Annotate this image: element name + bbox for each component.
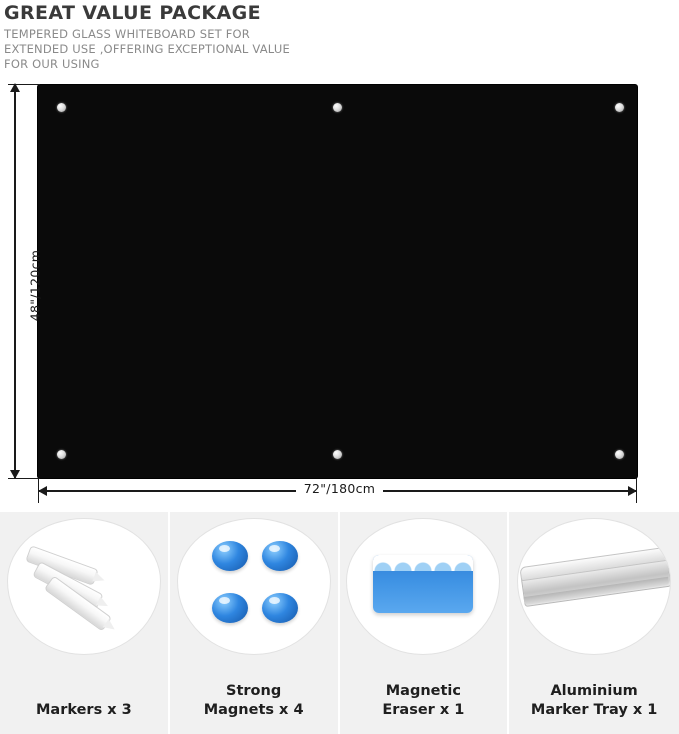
arrow-down-icon xyxy=(10,470,20,479)
magnet-icon xyxy=(262,593,298,623)
feature-label-line2: Eraser x 1 xyxy=(382,702,465,718)
magnets-illustration xyxy=(177,518,331,655)
eraser-illustration xyxy=(346,518,500,655)
page-title: GREAT VALUE PACKAGE xyxy=(4,2,262,24)
feature-label xyxy=(0,701,168,720)
feature-label-line2: Marker Tray x 1 xyxy=(530,702,658,718)
screw-icon xyxy=(333,103,342,112)
feature-cell-markers xyxy=(0,512,170,734)
magnet-icon xyxy=(212,541,248,571)
feature-label xyxy=(170,682,338,720)
feature-label xyxy=(340,682,508,720)
feature-cell-magnets xyxy=(170,512,340,734)
screw-icon xyxy=(57,103,66,112)
glass-board xyxy=(38,85,637,478)
tray-illustration xyxy=(517,518,671,655)
product-subtitle: TEMPERED GLASS WHITEBOARD SET FOR EXTENDED USE ,OFFERING EXCEPTIONAL VALUE FOR OUR USING xyxy=(4,27,290,71)
feature-label xyxy=(509,682,679,720)
feature-label-line1: Markers x 3 xyxy=(35,702,132,718)
whiteboard-diagram xyxy=(0,78,679,508)
feature-strip xyxy=(0,512,679,734)
markers-illustration xyxy=(7,518,161,655)
magnet-icon xyxy=(212,593,248,623)
screw-icon xyxy=(333,450,342,459)
vertical-dimension-line xyxy=(14,85,16,478)
feature-cell-tray xyxy=(509,512,679,734)
feature-label-line1: Magnetic xyxy=(385,683,461,699)
eraser-pad xyxy=(373,555,473,571)
feature-label-line1: Aluminium xyxy=(550,683,638,699)
feature-cell-eraser xyxy=(340,512,510,734)
arrow-up-icon xyxy=(10,83,20,92)
board-width-text: 72"/180cm xyxy=(296,481,383,496)
board-height-label: 48"/120cm xyxy=(27,249,43,322)
screw-icon xyxy=(57,450,66,459)
feature-label-line2: Magnets x 4 xyxy=(203,702,304,718)
feature-label-line1: Strong xyxy=(226,683,282,699)
magnet-icon xyxy=(262,541,298,571)
product-header xyxy=(0,0,679,72)
board-width-label xyxy=(0,481,679,496)
screw-icon xyxy=(615,103,624,112)
eraser-icon xyxy=(373,555,473,613)
screw-icon xyxy=(615,450,624,459)
marker-tray-icon xyxy=(519,543,671,619)
